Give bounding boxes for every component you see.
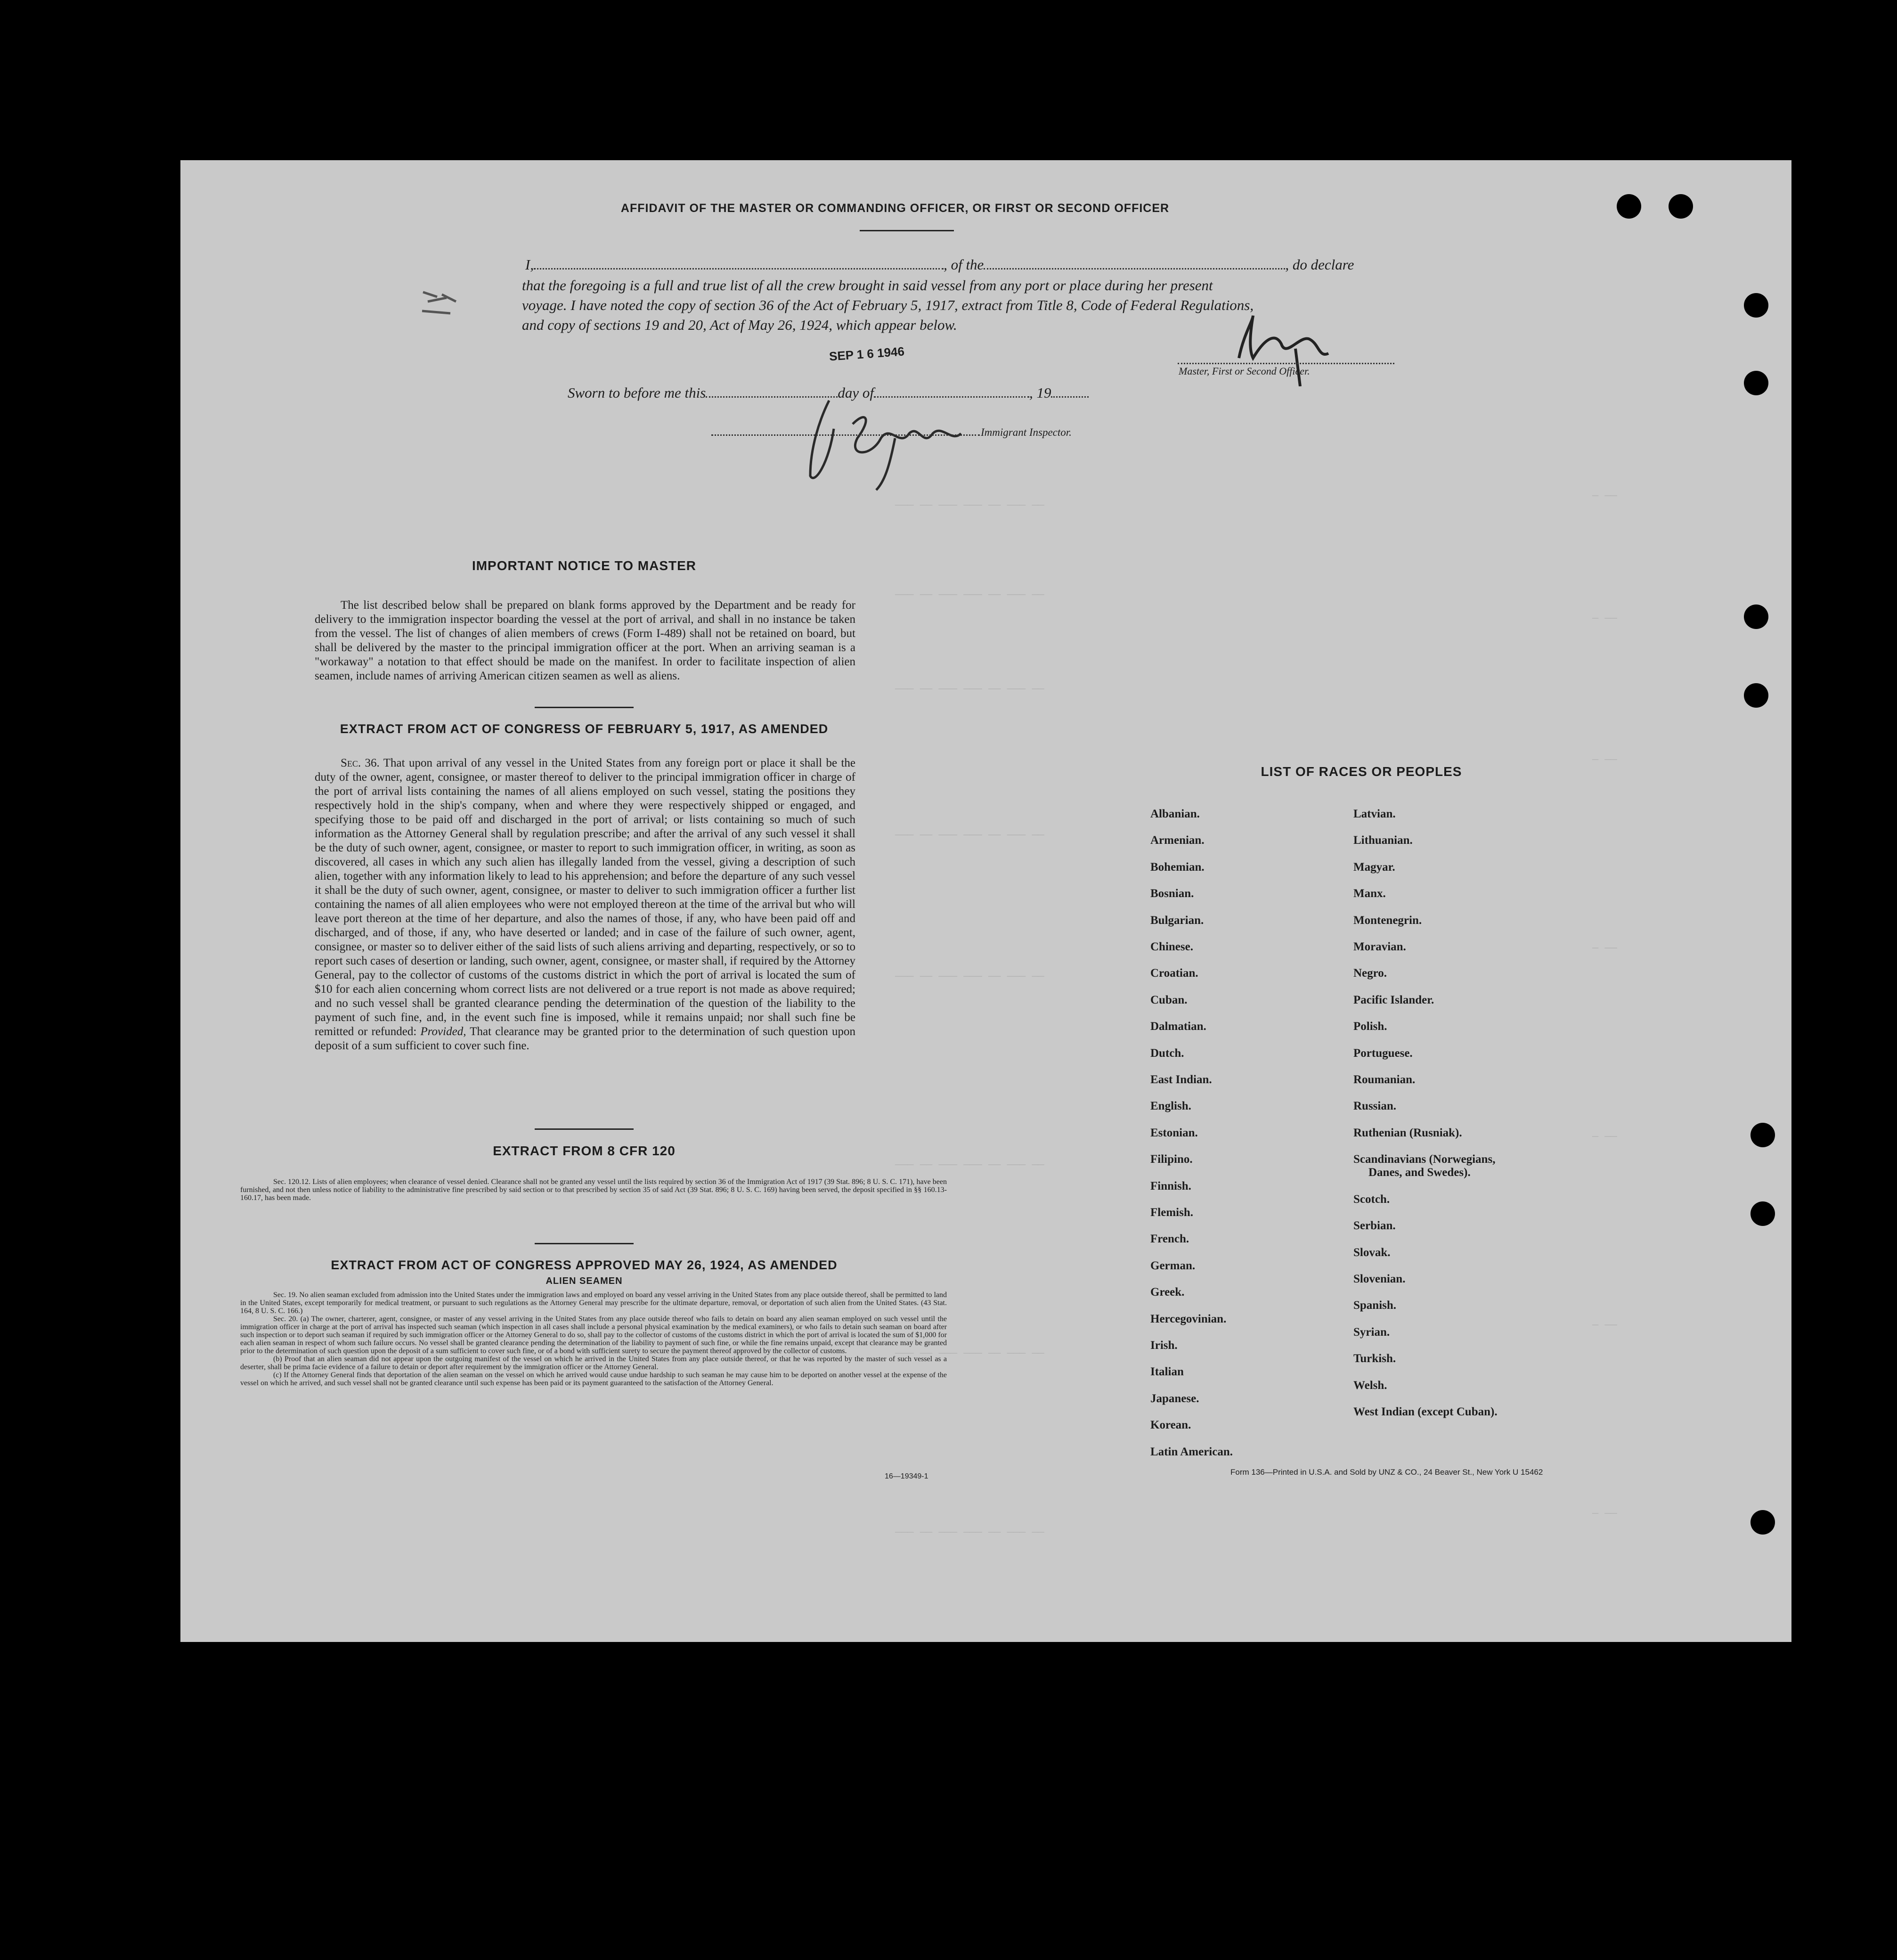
notice-heading: IMPORTANT NOTICE TO MASTER [472,558,697,573]
act1917-body: That upon arrival of any vessel in the United States from any foreign port or place it shall be the duty of the owner, agent, consignee, or master thereof to deliver to the principal immigration officer in charge of the port of arrival lists containing the names of all aliens employed on such vessel, stating the positions they respectively hold in the ship's company, when and where they were respectively shipped or engaged, and specifying those to be paid off and discharged in the port of arrival; or lists containing so much of such information as the Attorney General shall by regulation prescribe; and after the arrival of any such vessel it shall be the duty of such owner, agent, consignee, or master to report to such immigration officer, in writing, as soon as discovered, all cases in which any such alien has illegally landed from the vessel, giving a description of such alien, together with any information likely to lead to his apprehension; and before the departure of any such vessel it shall be the duty of such owner, agent, consignee, or master to deliver to such immigration officer a further list containing the names of all alien employees who were not employed thereon at the time of the arrival but who will leave port thereon at the time of her departure, and also the names of those, if any, who have been paid off and discharged, and of those, if any, who have deserted or landed; and in case of the failure of such owner, agent, consignee, or master so to deliver either of the said lists of such aliens arriving and departing, respectively, or so to report such cases of desertion or landing, such owner, agent, consignee, or master shall, if required by the Attorney General, pay to the collector of customs of the customs district in which the port of arrival is located the sum of $10 for each alien concerning whom correct lists are not delivered or a true report is not made as above required; and no such vessel shall be granted clearance pending the determination of the question of the liability to the payment of such fine, and, in the event such fine is imposed, while it remains unpaid; nor shall such fine be remitted or refunded: [315,757,856,1038]
race-item: Bohemian. [1150,860,1205,874]
punch-hole [1669,194,1693,219]
race-item: Manx. [1353,887,1386,900]
race-item: Turkish. [1353,1352,1396,1365]
race-item: Ruthenian (Rusniak). [1353,1126,1462,1139]
race-item: Dalmatian. [1150,1020,1206,1033]
inspector-signature [801,391,999,497]
race-item: Dutch. [1150,1046,1184,1060]
race-item: Japanese. [1150,1392,1199,1405]
race-item: German. [1150,1259,1196,1272]
race-item: Flemish. [1150,1206,1193,1219]
sworn-text: Sworn to before me this [568,384,706,401]
punch-hole [1617,194,1641,219]
act1924-sec20b: (b) Proof that an alien seaman did not appear upon the outgoing manifest of the vessel on which he arrived in the United States from any place outside thereof, or that he was reported by the master of such vessel as a deserter, shall be prima facie evidence of a failure to detain or deport after requirement by the immigration officer or the Attorney General. [240,1355,947,1371]
race-item: Spanish. [1353,1299,1397,1312]
act1917-heading: EXTRACT FROM ACT OF CONGRESS OF FEBRUARY 5, 1917, AS AMENDED [340,722,829,736]
race-item: Syrian. [1353,1325,1390,1339]
race-item: Scotch. [1353,1192,1390,1206]
race-item: Estonian. [1150,1126,1198,1139]
vessel-blank[interactable] [984,259,1285,270]
race-item: Moravian. [1353,940,1406,953]
race-item: Slovenian. [1353,1273,1406,1285]
act1917-text [315,756,855,1053]
punch-hole [1750,1123,1775,1147]
punch-hole [1744,604,1768,629]
heading-rule [860,230,954,231]
year-blank[interactable] [1051,387,1089,398]
race-item: Slovak. [1353,1246,1391,1259]
section-rule [535,1128,634,1130]
inspector-label: Immigrant Inspector. [981,426,1072,438]
race-item: West Indian (except Cuban). [1353,1405,1498,1418]
race-item: Filipino. [1150,1153,1193,1166]
race-item: Scandinavians (Norwegians, [1353,1153,1496,1166]
race-item: Croatian. [1150,967,1198,980]
name-blank[interactable] [534,259,944,270]
notice-text: The list described below shall be prepared on blank forms approved by the Department and be ready for delivery to the immigration inspector boarding the vessel at the port of arrival, and shall in no instance be taken from the vessel. The list of changes of alien members of crews (Form I-489) shall not be retained on board, but shall be delivered by the master to the principal immigration officer at the port. When an arriving seaman is a "workaway" a notation to that effect should be made on the manifest. In order to facilitate inspection of alien seamen, include names of arriving American citizen seamen as well as aliens. [315,599,855,682]
race-item: Welsh. [1353,1379,1387,1392]
race-item: French. [1150,1233,1189,1246]
race-item: Polish. [1353,1020,1387,1033]
act1924-sec20c: (c) If the Attorney General finds that deportation of the alien seaman on the vessel on which he arrived would cause undue hardship to such seaman he may cause him to be deported on another vessel at the expense of the vessel on which he arrived, and such vessel shall not be granted clearance until such expense has been paid or its payment guaranteed to the satisfaction of the Attorney General. [240,1371,947,1387]
race-item: English. [1150,1100,1191,1113]
affidavit-of-the: , of the [944,256,984,273]
race-item: Negro. [1353,967,1387,980]
stamp-mark [418,283,465,323]
race-item: Albanian. [1150,808,1200,820]
inspector-line [711,434,980,436]
day-of-text: day of [838,384,874,401]
punch-hole [1750,1201,1775,1226]
form-note: Form 136—Printed in U.S.A. and Sold by UNZ & CO., 24 Beaver St., New York U 15462 [1230,1468,1543,1477]
race-item: Finnish. [1150,1179,1191,1192]
race-item: Latin American. [1150,1445,1233,1458]
act1917-body-end: That clearance may be granted prior to the determination of such question upon deposit of a sum sufficient to cover such fine. [315,1025,855,1052]
master-label: Master, First or Second Officer. [1179,365,1310,377]
punch-hole [1750,1510,1775,1535]
act1917-sec-label: Sec. 36. [341,757,380,769]
race-item: Hercegovinian. [1150,1312,1227,1325]
section-rule [535,1243,634,1244]
races-heading: LIST OF RACES OR PEOPLES [1261,764,1462,779]
affidavit-do-declare: , do declare [1285,256,1354,273]
act1917-provided: Provided, [420,1025,466,1038]
affidavit-line3: voyage. I have noted the copy of section 36 of the Act of February 5, 1917, extract from Title 8, Code of Federal Regulations, [522,297,1254,313]
race-item: Italian [1150,1365,1184,1379]
act1924-sec20a: Sec. 20. (a) The owner, charterer, agent, consignee, or master of any vessel arriving in the United States from any place outside thereof who fails to detain on board any alien seaman employed on such vessel until the immigration officer in charge at the port of arrival has inspected such seaman (which inspection in all cases shall include a personal physical examination by the medical examiners), or who fails to detain such seaman on board after such inspection or to deport such seaman if required by such immigration officer or the Attorney General to do so, shall pay to the collector of customs of the customs district in which the port of arrival is located the sum of $1,000 for each alien seaman in respect of whom such failure occurs. No vessel shall be granted clearance pending the determination of the liability to payment of such fine, or while the fine remains unpaid, except that clearance may be granted prior to the determination of such question upon the deposit of a sum sufficient to cover such fine, or of a bond with sufficient surety to secure the payment thereof approved by the collector of customs. [240,1315,947,1355]
affidavit-line4: and copy of sections 19 and 20, Act of May 26, 1924, which appear below. [522,317,957,333]
year-prefix: , 19 [1029,384,1051,401]
affidavit-heading: AFFIDAVIT OF THE MASTER OR COMMANDING OFFICER, OR FIRST OR SECOND OFFICER [620,202,1170,215]
race-item: East Indian. [1150,1073,1212,1086]
race-item: Armenian. [1150,834,1205,847]
act1924-heading: EXTRACT FROM ACT OF CONGRESS APPROVED MAY 26, 1924, AS AMENDED [331,1258,838,1272]
race-item: Chinese. [1150,940,1193,953]
date-stamp: SEP 1 6 1946 [829,344,905,364]
affidavit-line1 [525,254,1420,275]
race-item-continued: Danes, and Swedes). [1368,1166,1471,1179]
race-item: Montenegrin. [1353,914,1422,927]
race-item: Greek. [1150,1286,1185,1299]
form-code: 16—19349-1 [885,1472,928,1480]
punch-hole [1744,371,1768,395]
race-item: Cuban. [1150,993,1188,1006]
affidavit-line2: that the foregoing is a full and true list of all the crew brought in said vessel from any port or place during her present [522,277,1213,294]
race-item: Bosnian. [1150,887,1194,900]
race-item: Irish. [1150,1339,1178,1352]
race-item: Serbian. [1353,1219,1396,1233]
punch-hole [1744,683,1768,708]
act1924-sec19: Sec. 19. No alien seaman excluded from admission into the United States under the immigration laws and employed on board any vessel arriving in the United States from any place outside thereof, shall be permitted to land in the United States, except temporarily for medical treatment, or pursuant to such regulations as the Attorney General may prescribe for the ultimate departure, removal, or deportation of such alien from the United States. (43 Stat. 164, 8 U. S. C. 166.) [240,1291,947,1315]
race-item: Korean. [1150,1419,1191,1432]
cfr-heading: EXTRACT FROM 8 CFR 120 [493,1143,676,1158]
race-item: Lithuanian. [1353,834,1413,847]
race-item: Portuguese. [1353,1046,1413,1060]
punch-hole [1744,293,1768,318]
race-item: Pacific Islander. [1353,993,1434,1006]
act1924-subheading: ALIEN SEAMEN [545,1276,623,1286]
section-rule [535,707,634,708]
race-item: Roumanian. [1353,1073,1416,1086]
race-item: Latvian. [1353,808,1396,820]
race-item: Bulgarian. [1150,914,1204,927]
race-item: Russian. [1353,1100,1397,1113]
race-item: Magyar. [1353,860,1395,874]
affidavit-i: I, [525,256,534,273]
act1924-sections [240,1291,947,1387]
cfr-text: Sec. 120.12. Lists of alien employees; when clearance of vessel denied. Clearance shall not be granted any vessel until the lists required by section 36 of the Immigration Act of 1917 (39 Stat. 896; 8 U. S. C. 171), have been furnished, and not then unless notice of liability to the administrative fine prescribed by said section or to that prescribed by section 35 of said Act (39 Stat. 896; 8 U. S. C. 169) having been served, the deposit specified in §§ 160.13-160.17, has been made. [240,1178,947,1202]
